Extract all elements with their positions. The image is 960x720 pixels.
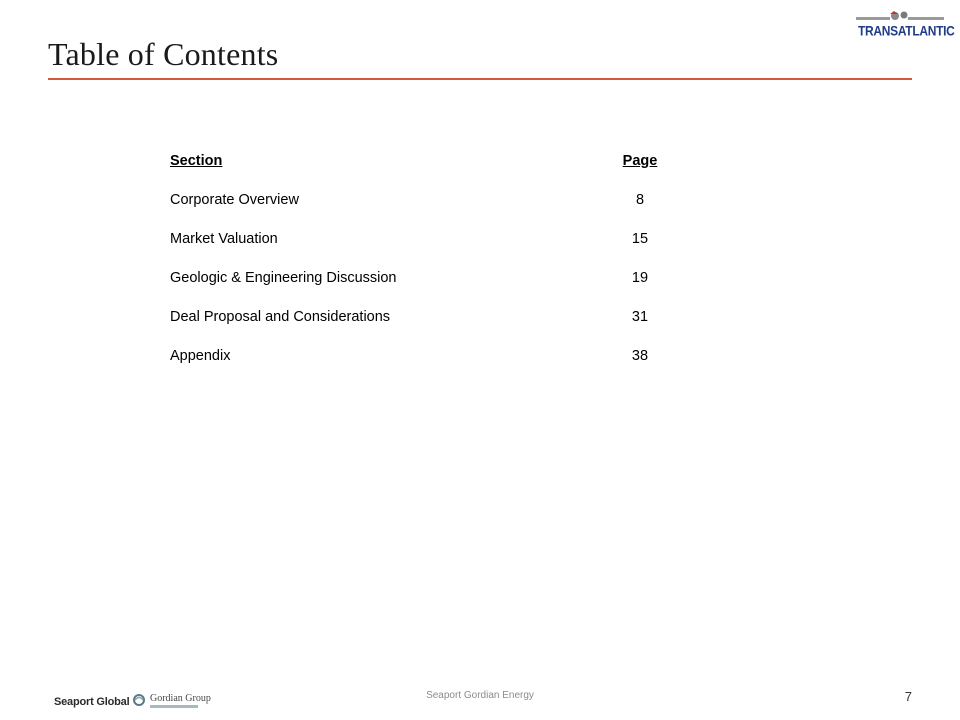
toc-page-number: 19 <box>631 270 649 286</box>
transatlantic-logo <box>852 10 955 44</box>
toc-section-title: Geologic & Engineering Discussion <box>170 270 397 286</box>
toc-section-title: Market Valuation <box>170 231 278 247</box>
toc-header-row <box>170 152 690 191</box>
toc-page-number: 15 <box>631 231 649 247</box>
logo-wordmark: TRANSATLANTIC <box>858 23 955 40</box>
toc-row <box>170 308 690 347</box>
toc-header-section: Section <box>170 153 223 169</box>
toc-row <box>170 191 690 230</box>
table-of-contents <box>170 152 690 386</box>
toc-row <box>170 269 690 308</box>
toc-section-title: Deal Proposal and Considerations <box>170 309 391 325</box>
page-title: Table of Contents <box>48 36 279 72</box>
toc-header-page: Page <box>622 153 658 169</box>
toc-page-number: 8 <box>635 192 645 208</box>
toc-row <box>170 347 690 386</box>
toc-page-number: 38 <box>631 348 649 364</box>
page-number: 7 <box>904 689 912 704</box>
toc-row <box>170 230 690 269</box>
footer-text: Seaport Gordian Energy <box>426 690 534 701</box>
toc-page-number: 31 <box>631 309 649 325</box>
toc-section-title: Corporate Overview <box>170 192 299 208</box>
seaport-global-logo: Seaport Global <box>54 696 130 708</box>
logo-graphic-icon <box>852 10 948 24</box>
gordian-tagline <box>150 705 198 708</box>
toc-section-title: Appendix <box>170 348 231 364</box>
title-divider <box>48 78 912 80</box>
gordian-group-logo: Gordian Group <box>150 693 211 704</box>
